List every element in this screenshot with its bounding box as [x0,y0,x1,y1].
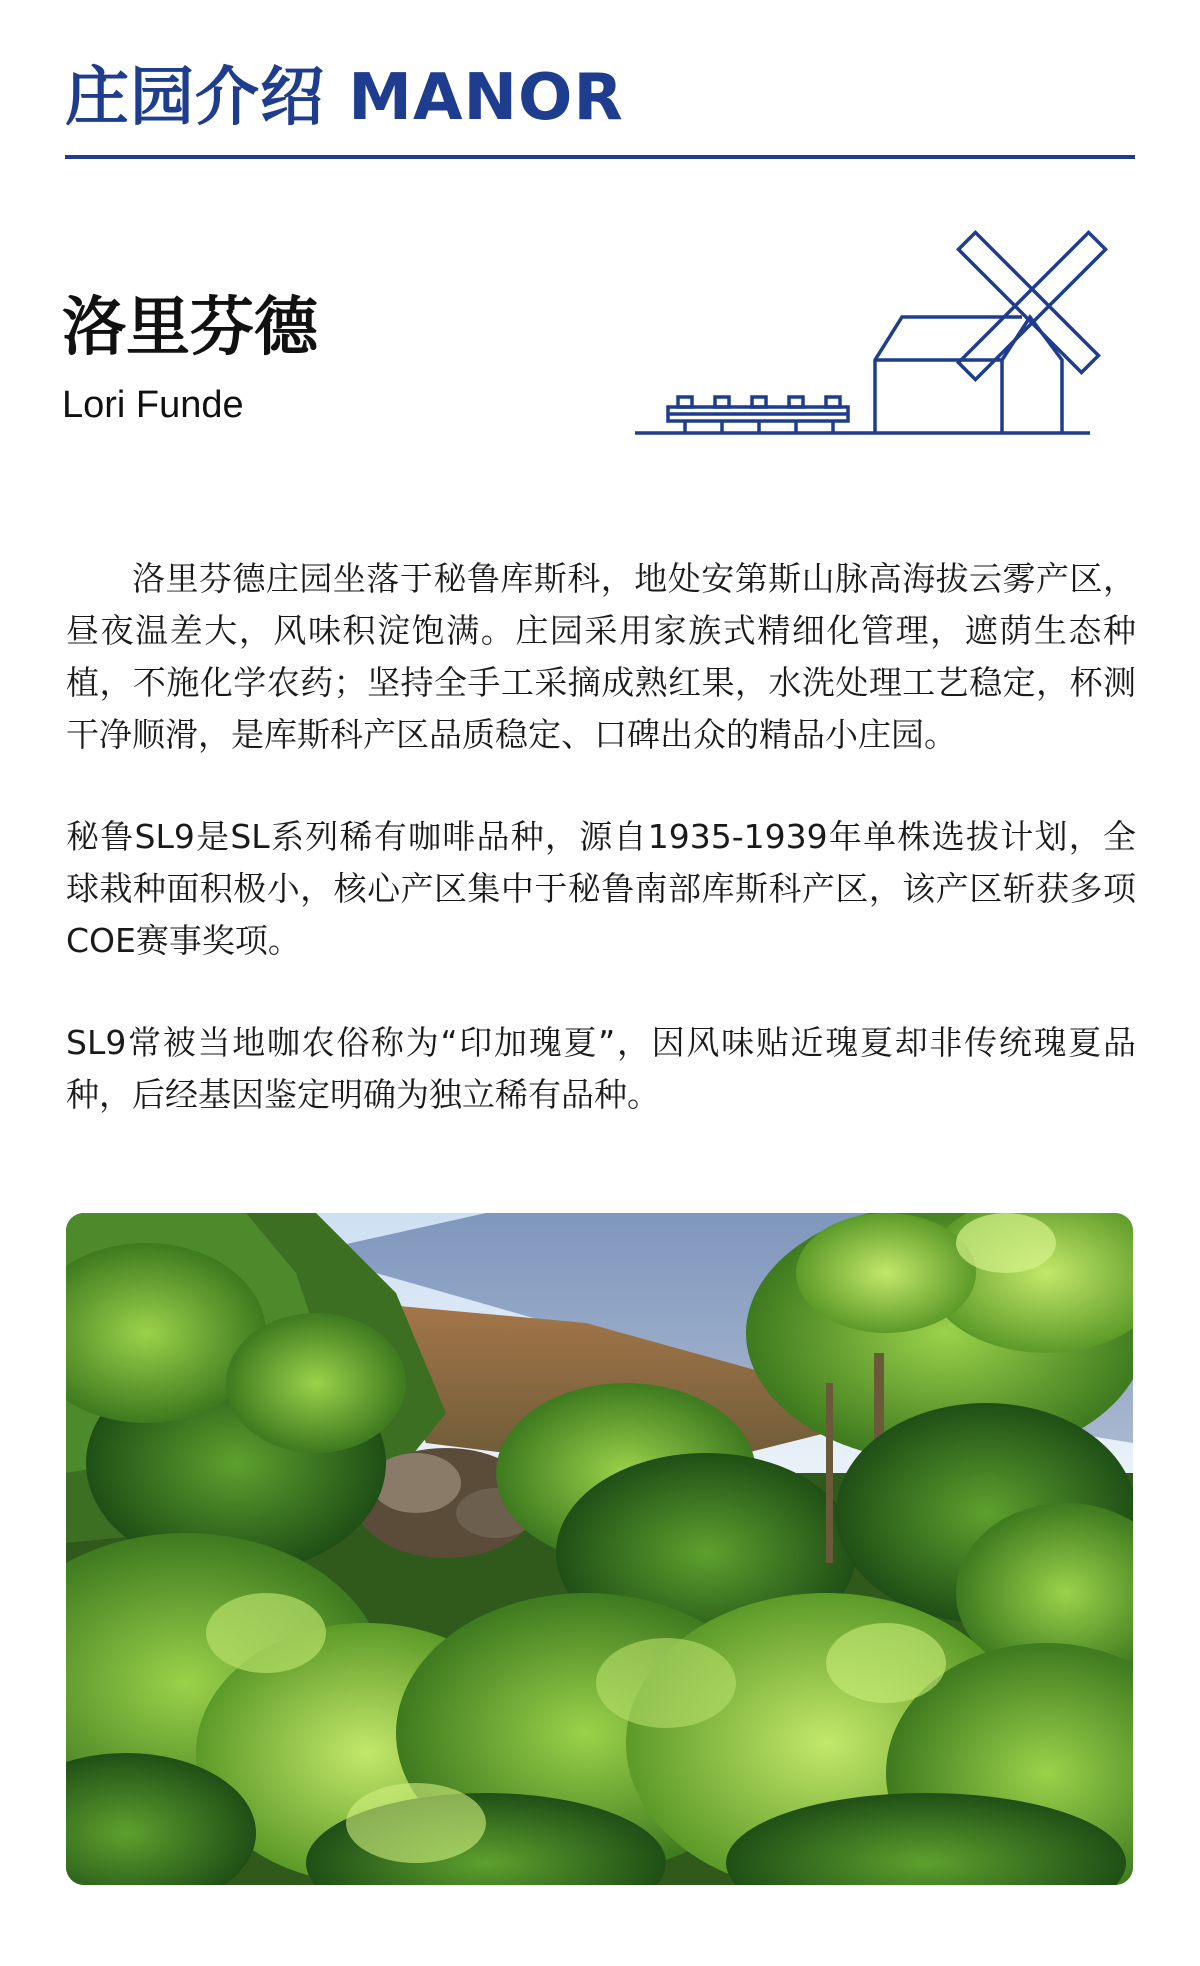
section-header [65,58,1135,138]
section-divider [65,155,1135,159]
description-paragraph: SL9常被当地咖农俗称为“印加瑰夏”，因风味贴近瑰夏却非传统瑰夏品种，后经基因鉴定明确为独立稀有品种。 [66,1023,1136,1114]
description-paragraph: 洛里芬德庄园坐落于秘鲁库斯科，地处安第斯山脉高海拔云雾产区，昼夜温差大，风味积淀饱满。庄园采用家族式精细化管理，遮荫生态种植，不施化学农药；坚持全手工采摘成熟红果，水洗处理工艺稳定，杯测干净顺滑，是库斯科产区品质稳定、口碑出众的精品小庄园。 [66,559,1136,754]
manor-name-en: Lori Funde [62,384,244,426]
coffee-farm-hillside-photo [66,1213,1133,1885]
section-title: 庄园介绍 MANOR [65,61,624,135]
manor-description [66,553,1136,1171]
windmill-farmhouse-icon [630,225,1130,440]
description-paragraph: 秘鲁SL9是SL系列稀有咖啡品种，源自1935-1939年单株选拔计划，全球栽种面积极小，核心产区集中于秘鲁南部库斯科产区，该产区斩获多项COE赛事奖项。 [66,817,1136,960]
manor-name: 洛里芬德 [62,291,318,365]
